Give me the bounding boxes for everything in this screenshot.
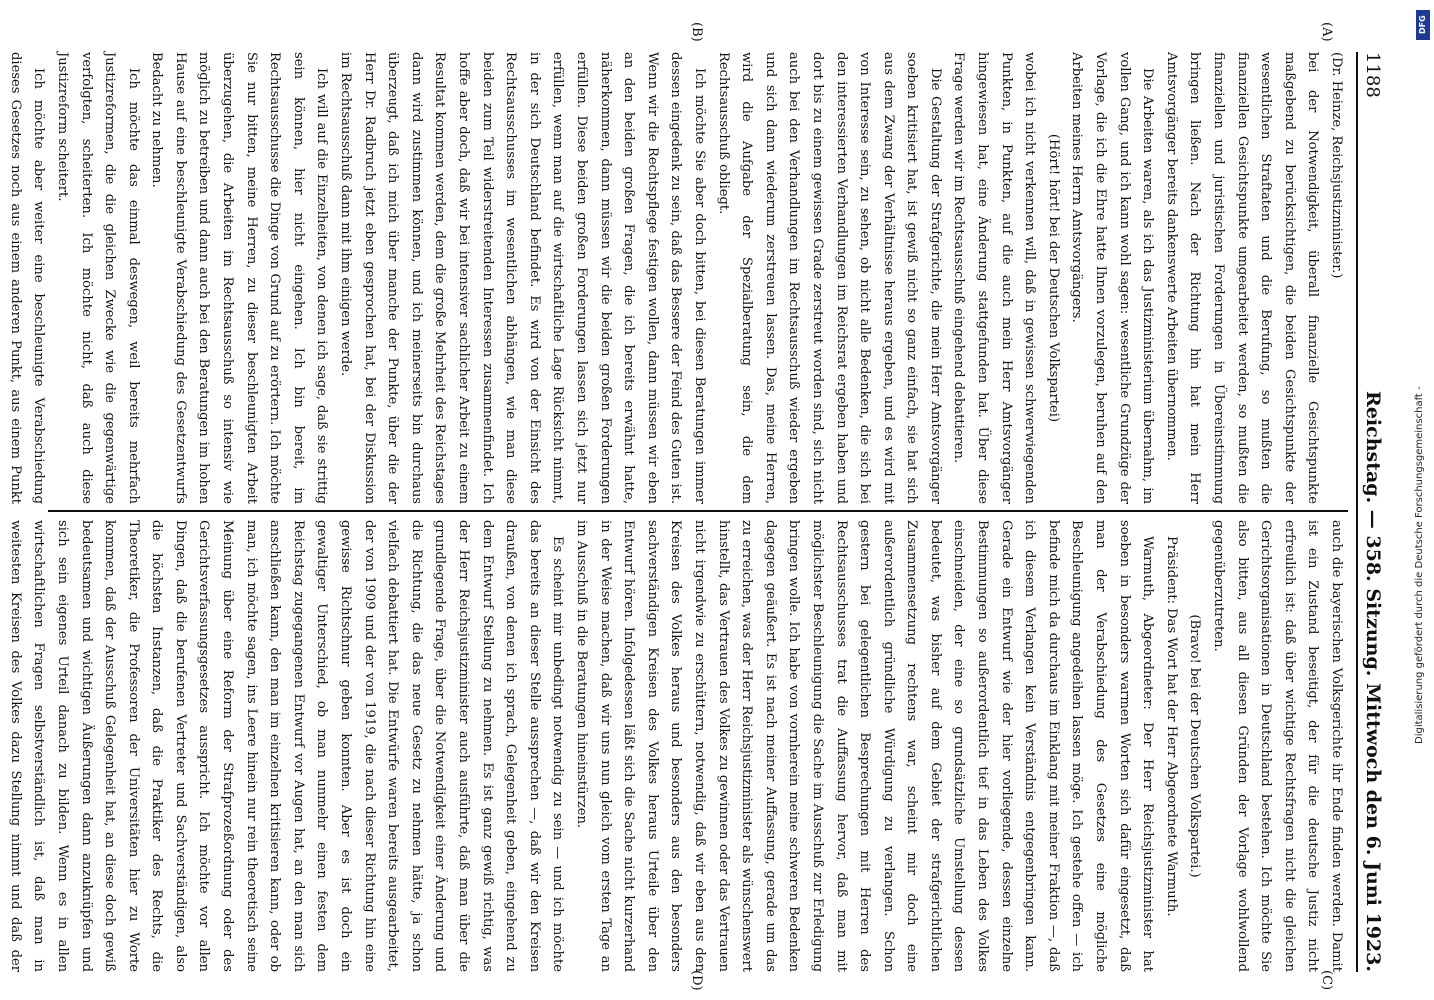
margin-marker-c: (C) — [1319, 970, 1334, 991]
margin-marker-a: (A) — [1319, 22, 1334, 42]
right-text-column — [7, 520, 1348, 972]
dfg-logo: DFG — [1416, 10, 1430, 40]
paragraph: Ich möchte aber weiter eine beschleunigte Verabschiedung dieses Gesetzes noch aus einem anderen Punkt, aus einem Punkt — [7, 52, 47, 504]
paragraph: Ich möchte das einmal deswegen, weil bereits mehrfach Justizreformen, die die gleichen Zwecke wie die gegenwärtige verfolgten, scheiterten. Ich möchte nicht, daß auch diese Justizreform scheitert. — [54, 52, 141, 504]
paragraph: (Bravo! bei der Deutschen Volkspartei.) — [1187, 614, 1203, 878]
paragraph: Die Gestaltung der Strafgerichte, die mein Herr Amtsvorgänger soeben kritisiert hat, ist gewiß nicht so ganz einfach, sie hat sich aus dem Zwang der Verhältnisse heraus ergeben, und es wird mit von Interesse sein, zu sehen, ob nicht alle Bedenken, die sich bei den interessierten Verhandlungen im Reichsrat ergeben haben und dort bis zu einem gewissen Grade zerstreut worden sind, sich nicht auch bei den Verhandlungen im Rechtsausschuß wieder ergeben und sich dann wiederum zerstreuen lassen. Das, meine Herren, wird die Aufgabe der Spezialberatung sein, die dem Rechtsausschuß obliegt. — [715, 52, 943, 504]
margin-marker-b: (B) — [689, 22, 704, 42]
paragraph: bei der Notwendigkeit, überall finanzielle Gesichtspunkte maßgebend zu berücksichtigen, die beiden Gesichtspunkte der wesentlichen Straftaten und die Berufung, so mußten die finanziellen Gesichtspunkte umgearbeitet werden, so mußten die finanziellen und juristischen Forderungen in Übereinstimmung bringen ließen. Nach der Richtung hin hat mein Herr Amtsvorgänger bereits dankenswerte Arbeiten übernommen. — [1163, 52, 1321, 504]
page-header — [1362, 52, 1398, 972]
paragraph: Es scheint mir unbedingt notwendig zu sein — und ich möchte das bereits an dieser Stelle aussprechen —, daß wir den Kreisen draußen, von denen ich sprach, Gelegenheit geben, eingehend zu dem Entwurf Stellung zu nehmen. Es ist ganz gewiß richtig, was der Herr Reichsjustizminister auch ausführte, daß man über die grundlegende Frage, über die Notwendigkeit einer Änderung und die Richtung, die das neue Gesetz zu nehmen hätte, ja schon vielfach debattiert hat. Die Entwürfe waren bereits ausgearbeitet, der von 1909 und der von 1919, die nach dieser Richtung hin eine gewisse Richtschnur geben konnten. Aber es ist doch ein gewaltiger Unterschied, ob man nunmehr einen festen dem Reichstag zugegangenen Entwurf vor Augen hat, an den man sich anschließen kann, den man im einzelnen kritisieren kann, oder ob man, ich möchte sagen, ins Leere hinein nur rein theoretisch seine Meinung über eine Reform der Strafprozeßordnung oder des Gerichtsverfassungsgesetzes ausspricht. Ich möchte vor allen Dingen, daß die berufenen Vertreter und Sachverständigen, also die höchsten Instanzen, daß die Praktiker des Rechts, die Theoretiker, die Professoren der Universitäten hier zu Worte kommen, daß der Ausschuß Gelegenheit hat, an diese doch gewiß bedeutsamen und wichtigen Äußerungen dann anzuknüpfen und sich sein eigenes Urteil danach zu bilden. Wenn es in allen wirtschaftlichen Fragen selbstverständlich ist, daß man in weitesten Kreisen des Volkes dazu Stellung nimmt und daß der — [7, 520, 566, 972]
page-number: 1188 — [1362, 52, 1383, 98]
rotated-page-frame — [7, 22, 1398, 991]
digitization-credit: Digitalisierung gefördert durch die Deutsche Forschungsgemeinschaft - — [1414, 386, 1425, 744]
printed-page — [7, 22, 1398, 991]
paragraph: (Dr. Heinze, Reichsjustizminister.) — [1329, 52, 1344, 279]
left-text-column — [7, 52, 1348, 504]
header-rule — [1356, 52, 1358, 972]
paragraph: (Hört! hört! bei der Deutschen Volkspartei) — [1045, 133, 1061, 423]
digitization-sidebar — [1412, 0, 1434, 1000]
paragraph: Ich will auf die Einzelheiten, von denen ich sage, daß sie strittig sein können, hier nicht eingehen. Ich bin bereit, im Rechtsausschusse die Dinge von Grund auf zu erörtern. Ich möchte Sie nur bitten, meine Herren, zu dieser beschleunigten Arbeit überzugehen, die Arbeiten im Rechtsausschuß so intensiv wie möglich zu betreiben und dann auch bei den Beratungen im hohen Hause auf eine beschleunigte Verabschiedung des Gesetzentwurfs Bedacht zu nehmen. — [149, 52, 330, 504]
paragraph: auch die bayerischen Volksgerichte ihr Ende finden werden. Damit ist ein Zustand beseitigt, der für die deutsche Justiz nicht erfreulich ist: daß über wichtige Rechtsfragen nicht die gleichen Gerichtsorganisationen in Deutschland bestehen. Ich möchte Sie also bitten, aus all diesen Gründen der Vorlage wohlwollend gegenüberzutreten. — [1211, 520, 1344, 972]
paragraph: Warmuth, Abgeordneter: Der Herr Reichsjustizminister hat soeben in besonders warmen Worten sich dafür eingesetzt, daß man der Verabschiedung des Gesetzes eine mögliche Beschleunigung angedeihen lassen möge. Ich gestehe offen — ich befinde mich da durchaus im Einklang mit meiner Fraktion —, daß ich diesem Verlangen kein Verständnis entgegenbringen kann. Gerade ein Entwurf wie der hier vorliegende, dessen einzelne Bestimmungen so außerordentlich tief in das Leben des Volkes einschneiden, der eine so grundsätzliche Umstellung dessen bedeutet, was bisher auf dem Gebiet der strafgerichtlichen Zusammensetzung rechtens war, scheint mir doch eine außerordentlich gründliche Würdigung zu verlangen. Schon gestern bei gelegentlichen Besprechungen mit Herren des Rechtsausschusses trat die Auffassung hervor, daß man mit möglichster Beschleunigung die Sache im Ausschuß zur Erledigung bringen wolle. Ich habe von vornherein meine schweren Bedenken dagegen geäußert. Es ist nach meiner Auffassung, gerade um das zu erreichen, was der Herr Reichsjustizminister als wünschenswert hinstellt, das Vertrauen des Volkes zu gewinnen oder das Vertrauen nicht irgendwie zu erschüttern, notwendig, daß wir eben aus den Kreisen des Volkes heraus und besonders aus den besonders sachverständigen Kreisen des Volkes heraus Urteile über den Entwurf hören. Infolgedessen läßt sich die Sache nicht kurzerhand in der Weise machen, daß wir uns nun gleich vom ersten Tage an im Ausschuß in die Beratungen hineinstürzen. — [574, 520, 1156, 972]
paragraph: wobei ich nicht verkennen will, daß in gewissen schwerwiegenden Punkten, in Punkten, auf die auch mein Herr Amtsvorgänger hingewiesen hat, eine Änderung stattgefunden hat. Über diese Frage werden wir im Rechtsausschuß eingehend debattieren. — [951, 52, 1038, 504]
page-title: Reichstag. — 358. Sitzung. Mittwoch den 6. Juni 1923. — [1362, 391, 1384, 972]
column-divider — [48, 510, 1348, 512]
paragraph: Ich möchte Sie aber doch bitten, bei diesen Beratungen immer dessen eingedenk zu sein, daß das Bessere der Feind des Guten ist. Wenn wir die Rechtspflege festigen wollen, dann müssen wir eben an den beiden großen Fragen, die ich bereits erwähnt hatte, näherkommen, dann müssen wir die beiden großen Forderungen erfüllen. Diese beiden großen Forderungen lassen sich jetzt nur erfüllen, wenn man auf die wirtschaftliche Lage Rücksicht nimmt, in der sich Deutschland befindet. Es wird von der Einsicht des Rechtsausschusses im wesentlichen abhängen, wie man diese beiden zum Teil widerstreitenden Interessen zusammenfindet. Ich hoffe aber doch, daß wir bei intensiver sachlicher Arbeit zu einem Resultat kommen werden, dem die große Mehrheit des Reichstages dann wird zustimmen können, und ich meinerseits bin durchaus überzeugt, daß ich mich über manche der Punkte, über die der Herr Dr. Radbruch jetzt eben gesprochen hat, bei der Diskussion im Rechtsausschuß dann mit ihm einigen werde. — [338, 52, 707, 504]
paragraph: Die Arbeiten waren, als ich das Justizministerium übernahm, im vollen Gang, und ich kann wohl sagen: wesentliche Grundzüge der Vorlage, die ich die Ehre hatte Ihnen vorzulegen, beruhen auf den Arbeiten meines Herrn Amtsvorgängers. — [1069, 52, 1156, 504]
paragraph: Präsident: Das Wort hat der Herr Abgeordnete Warmuth. — [1163, 536, 1179, 917]
margin-marker-d: (D) — [689, 970, 704, 991]
